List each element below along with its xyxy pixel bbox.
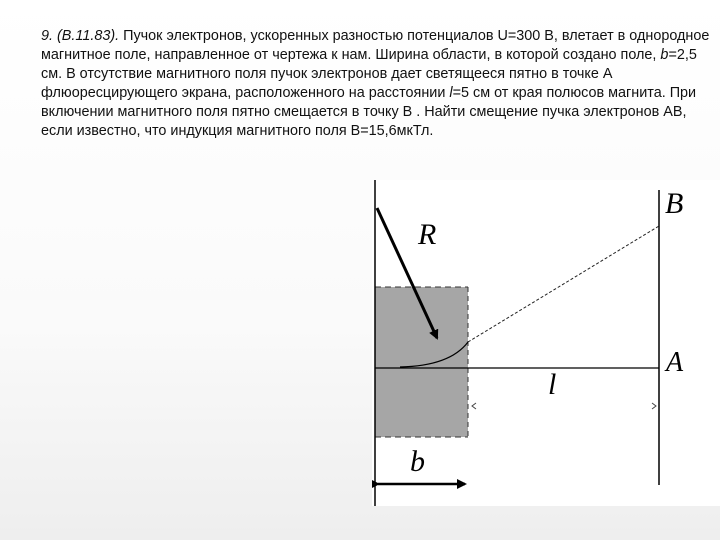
magnetic-field-region [375,287,468,437]
dimension-l-left-tick [472,403,476,409]
label-b: b [410,445,425,478]
electron-straight-trajectory [468,226,659,342]
label-l: l [548,368,557,401]
label-B: B [665,187,684,220]
physics-diagram [372,180,720,506]
label-R: R [418,218,437,251]
problem-text-part3: =5 см от края полюсов магнита. При включении магнитного поля пятно смещается в точку В . Найти смещение пучка электронов АВ, если известно, что индукция магнитного поля В=15,6мкТл. [41,85,697,139]
label-A: A [666,347,684,378]
problem-text [41,27,713,141]
width-symbol-b: b [660,47,669,63]
problem-text-part1: Пучок электронов, ускоренных разностью потенциалов U=300 В, влетает в однородное магнитное поле, направленное от чертежа к нам. Ширина области, в которой создано поле, [41,28,710,63]
diagram-svg [372,180,720,506]
problem-number: 9. (В.11.83). [41,28,120,44]
dimension-l-right-tick [652,403,656,409]
problem-text-part2: =2,5 см. В отсутствие магнитного поля пучок электронов дает светящееся пятно в точке А флюоресцирующего экрана, расположенного на расстоянии [41,47,697,101]
distance-symbol-l: l [449,85,453,101]
